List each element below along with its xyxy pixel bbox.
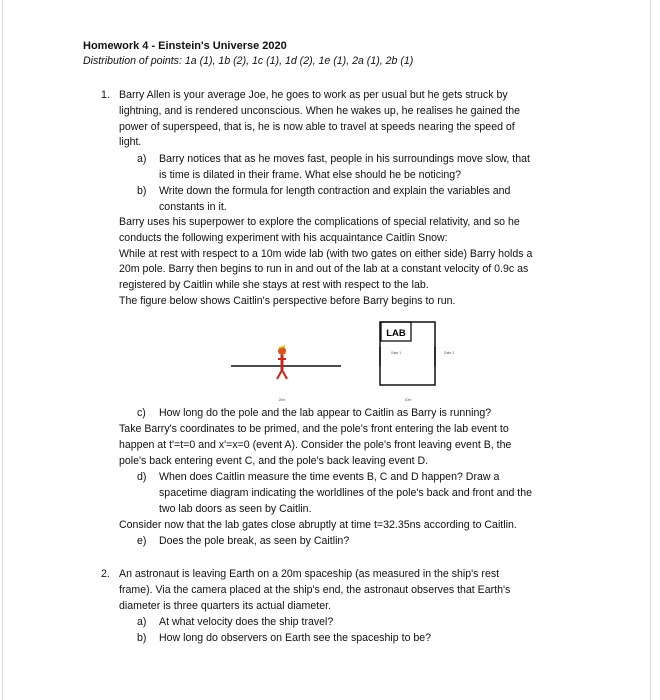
question-1-intro	[119, 88, 520, 151]
lab-label: LAB	[386, 328, 406, 339]
q1e-label: e)	[137, 535, 147, 547]
points-distribution: Distribution of points: 1a (1), 1b (2), 1c (1), 1d (2), 1e (1), 2a (1), 2b (1)	[83, 55, 414, 67]
text-line: At what velocity does the ship travel?	[159, 616, 334, 628]
text-line: conducts the following experiment with his acquaintance Caitlin Snow:	[119, 231, 448, 244]
lab-width-label: 10m	[404, 398, 412, 402]
question-2-intro	[119, 567, 510, 614]
q1c-label: c)	[137, 407, 146, 419]
text-line: While at rest with respect to a 10m wide lab (with two gates on either side) Barry holds a	[119, 247, 533, 260]
q1e-text	[159, 534, 349, 550]
text-line: happen at t'=t=0 and x'=x=0 (event A). Consider the pole's front leaving event B, the	[119, 438, 512, 451]
q1a-label: a)	[137, 153, 147, 165]
page-edge-left	[2, 0, 3, 700]
text-line: Barry Allen is your average Joe, he goes to work as per usual but he gets struck by	[119, 89, 508, 101]
text-line: Barry uses his superpower to explore the complications of special relativity, and so he	[119, 216, 520, 228]
text-line: An astronaut is leaving Earth on a 20m spaceship (as measured in the ship's rest	[119, 568, 500, 580]
text-line: two lab doors as seen by Caitlin.	[159, 502, 312, 515]
page-edge-right	[650, 0, 651, 700]
text-line: spacetime diagram indicating the worldlines of the pole's back and front and the	[159, 486, 533, 499]
text-line: Write down the formula for length contraction and explain the variables and	[159, 185, 511, 197]
text-line: How long do observers on Earth see the spaceship to be?	[159, 632, 432, 644]
q1-gates-close-text: Consider now that the lab gates close abruptly at time t=32.35ns according to Caitlin.	[119, 519, 517, 531]
homework-title: Homework 4 - Einstein's Universe 2020	[83, 40, 287, 52]
gate-1-label: Gate 1	[390, 351, 402, 355]
q1d-label: d)	[137, 471, 147, 483]
text-line: frame). Via the camera placed at the ship's end, the astronaut observes that Earth's	[119, 583, 511, 596]
question-2-number: 2.	[101, 568, 110, 580]
text-line: lightning, and is rendered unconscious. When he wakes up, he realises he gained the	[119, 104, 521, 117]
text-line: light.	[119, 136, 142, 149]
q1a-text	[159, 152, 530, 184]
q2a-label: a)	[137, 616, 147, 628]
text-line: Take Barry's coordinates to be primed, and the pole's front entering the lab event to	[119, 423, 509, 435]
q2b-label: b)	[137, 632, 147, 644]
gate-2-label: Gate 2	[443, 351, 455, 355]
q1-events-text	[119, 422, 511, 469]
text-line: diameter is three quarters its actual diameter.	[119, 599, 331, 612]
text-line: power of superspeed, that is, he is now able to travel at speeds nearing the speed of	[119, 120, 515, 133]
q1c-text	[159, 406, 491, 422]
pole-width-label: 20m	[278, 398, 286, 402]
q2b-text	[159, 631, 431, 647]
text-line: When does Caitlin measure the time events B, C and D happen? Draw a	[159, 471, 500, 483]
text-line: constants in it.	[159, 200, 227, 213]
text-line: pole's back entering event C, and the pole's back leaving event D.	[119, 454, 429, 467]
text-line: registered by Caitlin while she stays at rest with respect to the lab.	[119, 279, 429, 292]
text-line: Does the pole break, as seen by Caitlin?	[159, 535, 350, 547]
text-line: is time is dilated in their frame. What else should he be noticing?	[159, 168, 462, 181]
text-line: The figure below shows Caitlin's perspective before Barry begins to run.	[119, 294, 456, 307]
text-line: Barry notices that as he moves fast, people in his surroundings move slow, that	[159, 153, 530, 165]
q1b-text	[159, 184, 510, 216]
barry-figure-icon	[277, 346, 287, 379]
q2a-text	[159, 615, 333, 631]
q1d-text	[159, 470, 532, 517]
q1-setup-text	[119, 215, 532, 310]
question-1-number: 1.	[101, 89, 110, 101]
text-line: 20m pole. Barry then begins to run in and out of the lab at a constant velocity of 0.9c as	[119, 263, 529, 276]
barry-lab-figure	[225, 312, 465, 407]
text-line: How long do the pole and the lab appear to Caitlin as Barry is running?	[159, 407, 492, 419]
q1b-label: b)	[137, 185, 147, 197]
